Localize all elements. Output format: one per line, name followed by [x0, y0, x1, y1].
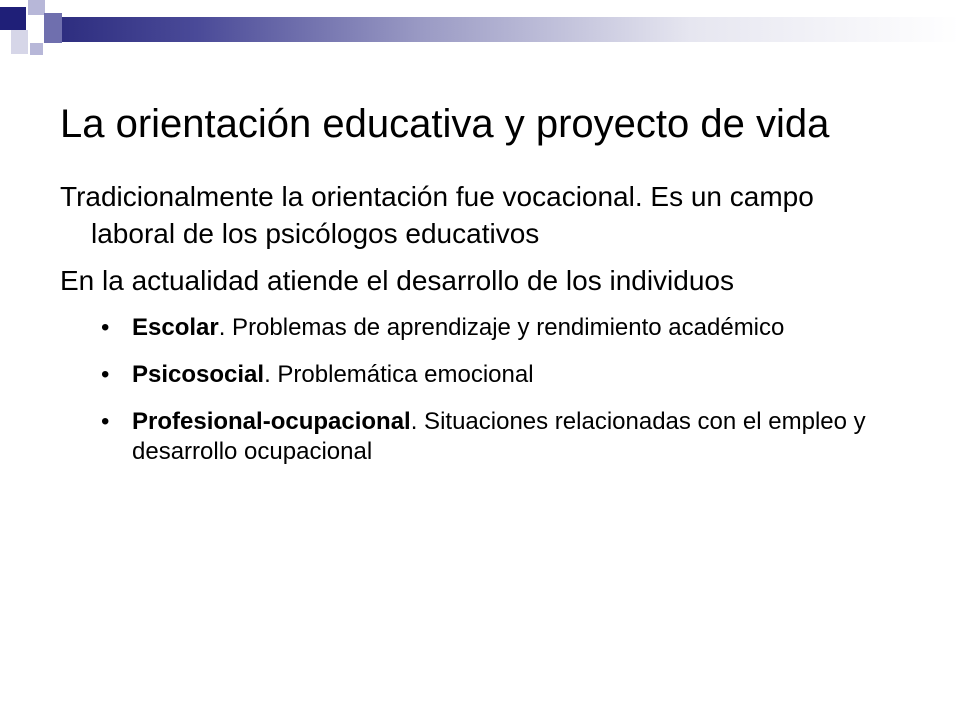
bullet-marker: •	[101, 361, 110, 388]
bullet-marker: •	[101, 408, 110, 435]
list-item	[60, 313, 880, 343]
decor-square-light	[28, 0, 45, 15]
sub-bullet-list	[60, 313, 880, 467]
bullet-text: . Problemas de aprendizaje y rendimiento académico	[218, 314, 785, 341]
list-item	[60, 407, 880, 467]
bullet-text: . Situaciones relacionadas con el empleo y desarrollo ocupacional	[132, 408, 866, 465]
slide-content	[60, 178, 880, 484]
bullet-text: . Problemática emocional	[264, 361, 534, 388]
decor-square-pale	[11, 30, 28, 54]
decor-square-mid	[44, 13, 62, 43]
bullet-term: Escolar	[132, 314, 219, 341]
paragraph-current: En la actualidad atiende el desarrollo de los individuos	[60, 265, 734, 296]
bullet-term: Profesional-ocupacional	[132, 408, 411, 435]
slide-title: La orientación educativa y proyecto de vida	[60, 102, 830, 146]
paragraph-traditional: Tradicionalmente la orientación fue vocacional. Es un campo laboral de los psicólogos educativos	[60, 181, 814, 249]
decor-square-small	[30, 43, 43, 55]
bullet-marker: •	[101, 314, 110, 341]
decor-square-navy	[0, 7, 26, 30]
bullet-term: Psicosocial	[132, 361, 265, 388]
header-gradient-bar	[62, 17, 960, 42]
list-item	[60, 360, 880, 390]
